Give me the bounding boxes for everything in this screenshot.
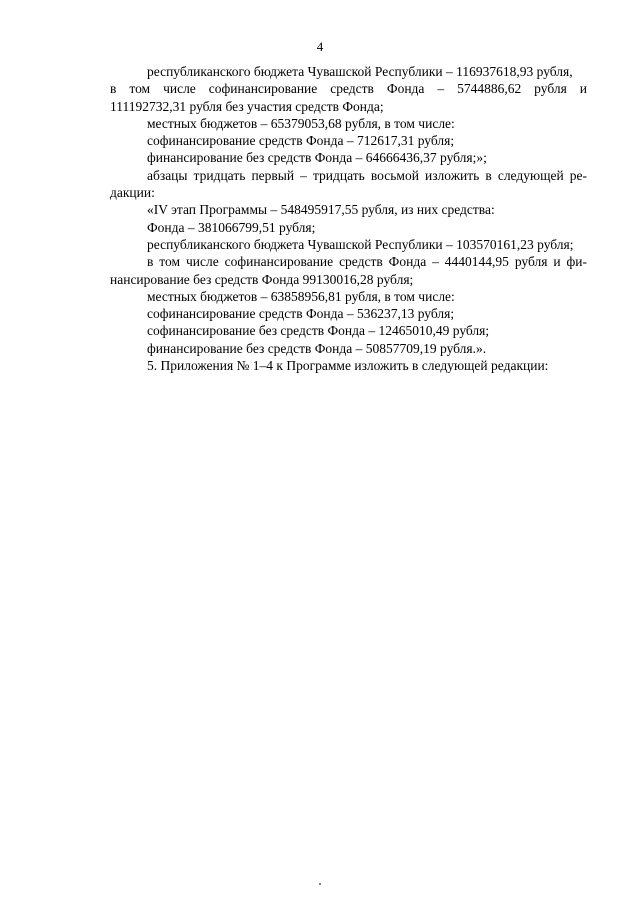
document-body (110, 63, 587, 374)
text-line: республиканского бюджета Чувашской Республики – 116937618,93 рубля, (147, 64, 573, 79)
text-line: Фонда – 381066799,51 рубля; (147, 219, 316, 235)
text-line: дакции: (110, 185, 155, 201)
text-line: нансирование без средств Фонда 99130016,28 рубля; (110, 271, 414, 287)
text-line: «IV этап Программы – 548495917,55 рубля, из них средства: (147, 202, 495, 218)
text-line: в том числе софинансирование средств Фонда – 4440144,95 рубля и фи- (147, 254, 587, 270)
text-line: республиканского бюджета Чувашской Республики – 103570161,23 рубля; (147, 236, 574, 252)
text-line: 5. Приложения № 1–4 к Программе изложить в следующей редакции: (147, 358, 549, 374)
text-line: софинансирование без средств Фонда – 12465010,49 рубля; (147, 323, 490, 339)
text-line: в том числе софинансирование средств Фонда – 5744886,62 рубля и (110, 81, 587, 97)
text-line: финансирование без средств Фонда – 64666436,37 рубля;»; (147, 150, 487, 166)
text-line: финансирование без средств Фонда – 50857709,19 рубля.». (147, 340, 487, 356)
text-line: софинансирование средств Фонда – 712617,31 рубля; (147, 133, 455, 149)
scan-speck (319, 883, 321, 885)
text-line: местных бюджетов – 63858956,81 рубля, в том числе: (147, 288, 455, 304)
text-line: софинансирование средств Фонда – 536237,13 рубля; (147, 306, 455, 322)
text-line: абзацы тридцать первый – тридцать восьмой изложить в следующей ре- (147, 167, 587, 183)
page-number: 4 (316, 39, 324, 54)
text-line: местных бюджетов – 65379053,68 рубля, в том числе: (147, 115, 455, 131)
text-line: 111192732,31 рубля без участия средств Фонда; (110, 98, 384, 114)
